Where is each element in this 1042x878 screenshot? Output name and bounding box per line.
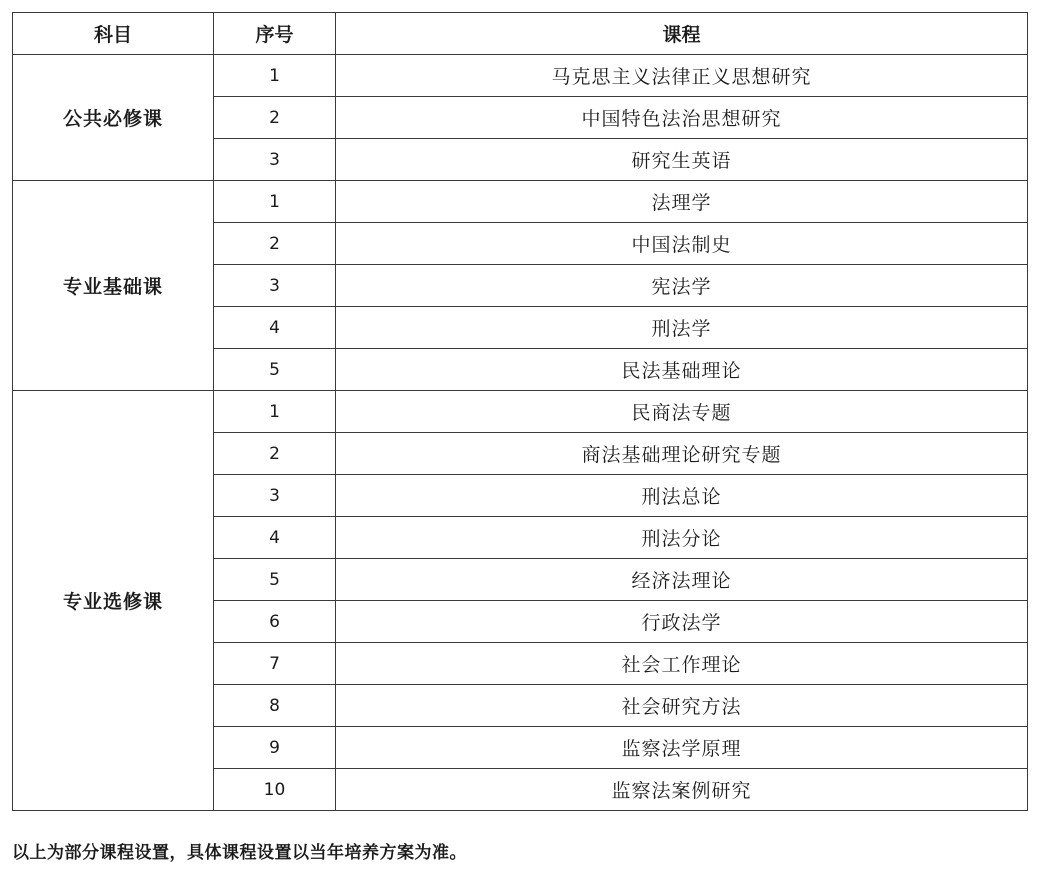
- course-number-cell: 8: [214, 685, 336, 727]
- category-cell: 公共必修课: [13, 55, 214, 181]
- course-number-cell: 5: [214, 349, 336, 391]
- course-name-cell: 法理学: [336, 181, 1028, 223]
- course-number-cell: 3: [214, 475, 336, 517]
- table-row: [13, 55, 1028, 97]
- course-number-cell: 4: [214, 517, 336, 559]
- course-name-cell: 社会研究方法: [336, 685, 1028, 727]
- table-row: [13, 391, 1028, 433]
- course-number-cell: 9: [214, 727, 336, 769]
- footnote: 以上为部分课程设置，具体课程设置以当年培养方案为准。: [12, 843, 467, 863]
- course-number-cell: 2: [214, 223, 336, 265]
- table-row: [13, 181, 1028, 223]
- course-number-cell: 1: [214, 391, 336, 433]
- course-name-cell: 民法基础理论: [336, 349, 1028, 391]
- course-name-cell: 民商法专题: [336, 391, 1028, 433]
- course-number-cell: 3: [214, 265, 336, 307]
- course-name-cell: 监察法学原理: [336, 727, 1028, 769]
- course-name-cell: 社会工作理论: [336, 643, 1028, 685]
- course-name-cell: 刑法分论: [336, 517, 1028, 559]
- course-name-cell: 监察法案例研究: [336, 769, 1028, 811]
- course-number-cell: 3: [214, 139, 336, 181]
- header-category: 科目: [13, 13, 214, 55]
- course-number-cell: 1: [214, 55, 336, 97]
- course-table: [12, 12, 1028, 811]
- course-name-cell: 研究生英语: [336, 139, 1028, 181]
- course-name-cell: 中国特色法治思想研究: [336, 97, 1028, 139]
- course-name-cell: 商法基础理论研究专题: [336, 433, 1028, 475]
- course-number-cell: 1: [214, 181, 336, 223]
- course-number-cell: 10: [214, 769, 336, 811]
- course-table-body: [13, 55, 1028, 811]
- course-number-cell: 6: [214, 601, 336, 643]
- header-course: 课程: [336, 13, 1028, 55]
- table-header-row: [13, 13, 1028, 55]
- course-name-cell: 中国法制史: [336, 223, 1028, 265]
- course-number-cell: 5: [214, 559, 336, 601]
- course-name-cell: 刑法学: [336, 307, 1028, 349]
- course-number-cell: 2: [214, 433, 336, 475]
- course-number-cell: 4: [214, 307, 336, 349]
- header-number: 序号: [214, 13, 336, 55]
- course-name-cell: 刑法总论: [336, 475, 1028, 517]
- course-name-cell: 马克思主义法律正义思想研究: [336, 55, 1028, 97]
- course-name-cell: 宪法学: [336, 265, 1028, 307]
- category-cell: 专业选修课: [13, 391, 214, 811]
- course-number-cell: 2: [214, 97, 336, 139]
- course-number-cell: 7: [214, 643, 336, 685]
- category-cell: 专业基础课: [13, 181, 214, 391]
- course-name-cell: 行政法学: [336, 601, 1028, 643]
- course-name-cell: 经济法理论: [336, 559, 1028, 601]
